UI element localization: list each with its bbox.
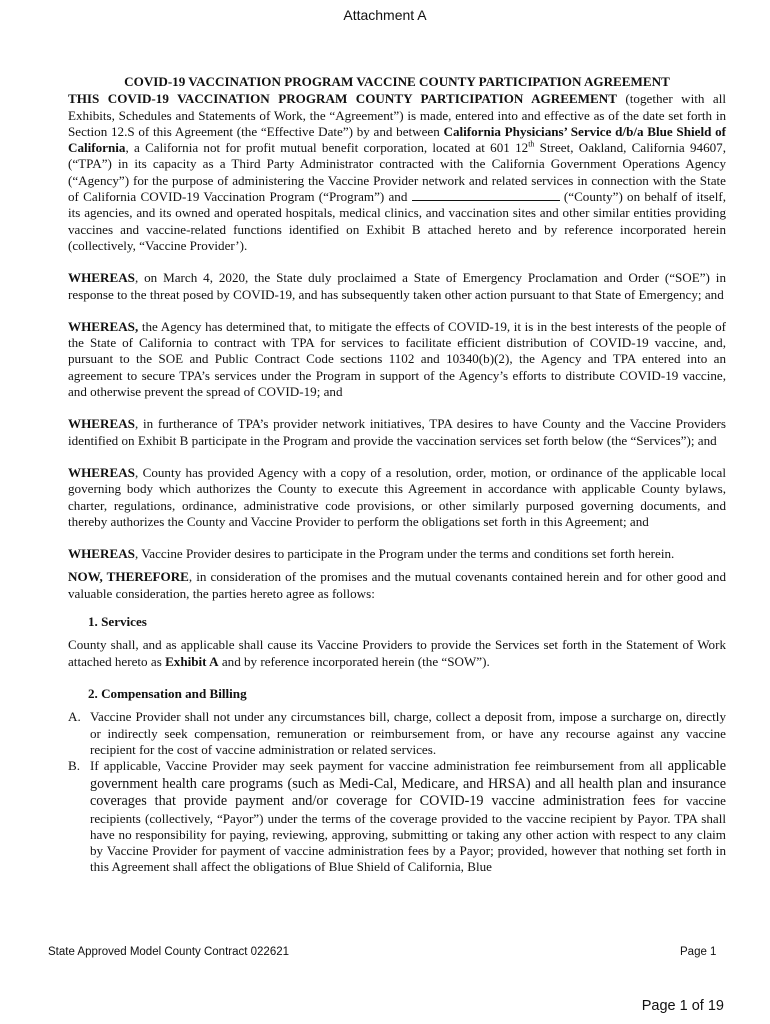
whereas-paragraph [68,270,726,303]
document-body [68,74,726,876]
intro-paragraph [68,91,726,254]
whereas-label: WHEREAS, [68,318,139,334]
item-b-text-1: If applicable, Vaccine Provider may seek payment for vaccine administration fee reimbursement from all [90,758,668,774]
whereas-paragraph [68,546,726,562]
now-therefore-label: NOW, THEREFORE [68,569,189,585]
whereas-paragraph [68,416,726,449]
intro-sup: th [528,139,535,149]
attachment-label: Attachment A [343,7,427,23]
item-b-text-3: for vaccine recipients (collectively, “Payor”) under the terms of the coverage provided to the vaccine recipient by Payor. TPA shall have no responsibility for paying, reviewing, approving, submitting or taking any other action with respect to any claim by Vaccine Provider for payment of vaccine administration fees by a Payor; provided, however that nothing set forth in this Agreement shall affect the obligations of Blue Shield of California, Blue [90,793,726,875]
county-name-blank[interactable] [412,190,560,201]
whereas-label: WHEREAS [68,546,135,562]
whereas-label: WHEREAS [68,416,135,432]
intro-bold-open: THIS COVID-19 VACCINATION PROGRAM COUNTY PARTICIPATION AGREEMENT [68,91,617,107]
page-counter: Page 1 of 19 [641,998,724,1014]
whereas-paragraph [68,319,726,400]
section-1-paragraph [68,637,726,670]
intro-text-4: (“County”) on behalf of itself, its agencies, and its owned and operated hospitals, medical clinics, and vaccination sites and other similar entities providing vaccines and vaccine-related functions identified on Exhibit B attached hereto and by reference incorporated herein (collectively, “Vaccine Provider’). [68,189,726,253]
list-item-text [90,758,726,876]
whereas-label: WHEREAS [68,270,135,286]
now-therefore-paragraph [68,569,726,602]
whereas-text: , on March 4, 2020, the State duly proclaimed a State of Emergency Proclamation and Order (“SOE”) in response to the threat posed by COVID-19, and has subsequently taken other action pursuant to that State of Emergency; and [68,270,726,302]
item-b-text-2: applicable government health care programs (such as Medi-Cal, Medicare, and HRSA) and all health plan and insurance coverages that provide payment and/or coverage for COVID-19 vaccine administration fees [90,758,726,810]
intro-party: California Physicians’ Service d/b/a Blue Shield of California [68,123,726,156]
whereas-paragraph [68,465,726,530]
whereas-text: , in furtherance of TPA’s provider network initiatives, TPA desires to have County and the Vaccine Providers identified on Exhibit B participate in the Program and provide the vaccination services set forth below (the “Services”); and [68,416,726,448]
section-2-list [68,709,726,876]
exhibit-a-ref: Exhibit A [165,653,219,669]
whereas-label: WHEREAS [68,464,135,480]
list-item-label: A. [68,709,81,725]
whereas-text: the Agency has determined that, to mitigate the effects of COVID-19, it is in the best interests of the people of the State of California to contract with TPA for services to facilitate efficient distribution of COVID-19 vaccine, and, pursuant to the SOE and Public Contract Code sections 1102 and 10340(b)(2), the Agency and TPA entered into an agreement to secure TPA’s services under the Program in support of the Agency’s efforts to distribute COVID-19 vaccine, and otherwise prevent the spread of COVID-19; and [68,318,726,400]
whereas-text: , County has provided Agency with a copy of a resolution, order, motion, or ordinance of the applicable local governing body which authorizes the County to execute this Agreement in accordance with applicable County bylaws, charter, regulations, ordinance, administrative code provisions, or other similarly purposed governing documents, and thereby authorizes the County and Vaccine Provider to perform the obligations set forth in this Agreement; and [68,464,726,529]
section-1-heading: 1. Services [88,614,147,630]
intro-text-1: (together with all Exhibits, Schedules and Statements of Work, the “Agreement”) is made, entered into and effective as of the date set forth in Section 12.S of this Agreement (the “Effective Date”) by and between [68,91,726,139]
footer-contract-id: State Approved Model County Contract 022621 [48,946,290,958]
document-title: COVID-19 VACCINATION PROGRAM VACCINE COUNTY PARTICIPATION AGREEMENT [124,74,670,89]
now-therefore-text: , in consideration of the promises and the mutual covenants contained herein and for other good and valuable consideration, the parties hereto agree as follows: [68,569,726,601]
whereas-text: , Vaccine Provider desires to participate in the Program under the terms and conditions set forth herein. [134,546,675,562]
intro-text-2: , a California not for profit mutual benefit corporation, located at 601 12 [125,140,529,156]
section-2-heading: 2. Compensation and Billing [88,685,247,701]
list-item [68,709,726,758]
list-item-text: Vaccine Provider shall not under any circumstances bill, charge, collect a deposit from, impose a surcharge on, directly or indirectly seek compensation, remuneration or reimbursement from, or have any recourse against any vaccine recipient for the cost of vaccine administration or related services. [90,709,726,757]
footer-page: Page 1 [680,946,717,958]
list-item-label: B. [68,758,81,774]
intro-text-3: Street, Oakland, California 94607, (“TPA”) in its capacity as a Third Party Administrator contracted with the California Government Operations Agency (“Agency”) for the purpose of administering the Vaccine Provider network and related services in connection with the State of California COVID-19 Vaccination Program (“Program”) and [68,140,726,205]
list-item [68,758,726,876]
section-1-text-2: and by reference incorporated herein (the “SOW”). [218,653,490,669]
section-1-text-1: County shall, and as applicable shall cause its Vaccine Providers to provide the Services set forth in the Statement of Work attached hereto as [68,637,726,669]
